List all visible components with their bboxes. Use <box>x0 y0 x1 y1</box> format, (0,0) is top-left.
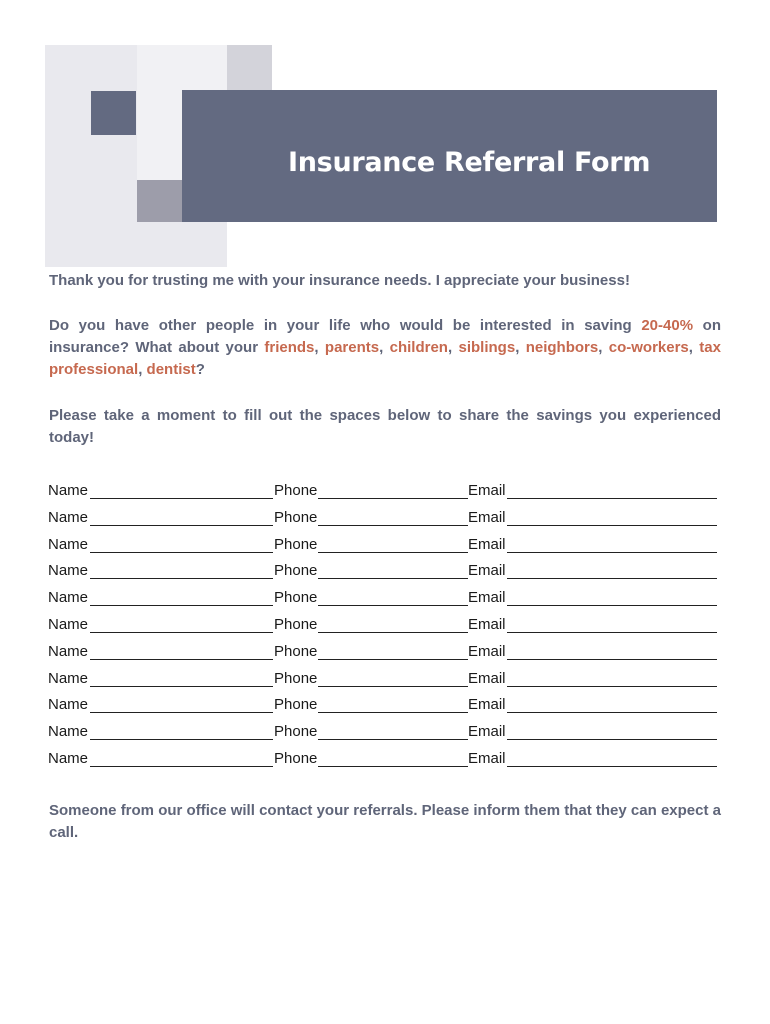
email-field[interactable] <box>507 525 717 526</box>
phone-field[interactable] <box>318 712 468 713</box>
decor-square <box>137 135 182 180</box>
decor-square <box>137 90 182 135</box>
phone-field[interactable] <box>318 578 468 579</box>
email-field[interactable] <box>507 578 717 579</box>
referral-rows <box>48 482 728 777</box>
name-field[interactable] <box>90 739 273 740</box>
referral-row <box>48 589 728 616</box>
phone-field[interactable] <box>318 632 468 633</box>
relation-children: children <box>389 339 448 356</box>
email-label: Email <box>468 723 506 741</box>
phone-field[interactable] <box>318 525 468 526</box>
email-label: Email <box>468 696 506 714</box>
phone-label: Phone <box>274 589 318 607</box>
savings-percent: 20-40% <box>641 317 694 334</box>
email-field[interactable] <box>507 498 717 499</box>
phone-label: Phone <box>274 508 318 526</box>
phone-label: Phone <box>274 562 318 580</box>
phone-field[interactable] <box>318 766 468 767</box>
decor-square <box>91 91 136 135</box>
name-label: Name <box>48 642 89 660</box>
email-field[interactable] <box>507 605 717 606</box>
name-field[interactable] <box>90 766 273 767</box>
name-field[interactable] <box>90 686 273 687</box>
question-mark: ? <box>195 361 205 378</box>
phone-label: Phone <box>274 535 318 553</box>
relation-coworkers: co-workers <box>608 339 689 356</box>
email-field[interactable] <box>507 686 717 687</box>
question-text: Do you have other people in your life who would be interested in saving <box>49 317 642 334</box>
question-text: on insurance? What about your <box>49 317 721 356</box>
name-label: Name <box>48 482 89 499</box>
phone-field[interactable] <box>318 552 468 553</box>
phone-label: Phone <box>274 615 318 633</box>
email-label: Email <box>468 508 506 526</box>
phone-label: Phone <box>274 723 318 741</box>
relation-parents: parents <box>324 339 380 356</box>
phone-label: Phone <box>274 749 318 767</box>
name-field[interactable] <box>90 552 273 553</box>
name-label: Name <box>48 749 89 767</box>
email-field[interactable] <box>507 659 717 660</box>
email-field[interactable] <box>507 632 717 633</box>
email-label: Email <box>468 642 506 660</box>
phone-label: Phone <box>274 642 318 660</box>
name-field[interactable] <box>90 659 273 660</box>
relation-friends: friends <box>264 339 315 356</box>
email-label: Email <box>468 669 506 687</box>
name-label: Name <box>48 669 89 687</box>
referral-row <box>48 723 728 750</box>
referral-row <box>48 643 728 670</box>
email-label: Email <box>468 535 506 553</box>
email-field[interactable] <box>507 712 717 713</box>
name-field[interactable] <box>90 525 273 526</box>
email-label: Email <box>468 615 506 633</box>
phone-field[interactable] <box>318 498 468 499</box>
referral-row <box>48 750 728 777</box>
relation-neighbors: neighbors <box>525 339 599 356</box>
email-label: Email <box>468 562 506 580</box>
referral-row <box>48 509 728 536</box>
referral-row <box>48 670 728 697</box>
referral-row <box>48 616 728 643</box>
name-field[interactable] <box>90 605 273 606</box>
thank-you-text: Thank you for trusting me with your insurance needs. I appreciate your business! <box>49 272 630 289</box>
name-label: Name <box>48 696 89 714</box>
decor-square <box>227 45 272 90</box>
name-label: Name <box>48 723 89 741</box>
phone-field[interactable] <box>318 605 468 606</box>
name-label: Name <box>48 562 89 580</box>
footer-text: Someone from our office will contact your referrals. Please inform them that they can expect a call. <box>49 802 721 841</box>
phone-label: Phone <box>274 482 318 499</box>
email-field[interactable] <box>507 552 717 553</box>
referral-row <box>48 696 728 723</box>
email-field[interactable] <box>507 766 717 767</box>
referral-question: Do you have other people in your life who would be interested in saving 20-40% on insurance? What about your friends, parents, children, siblings, neighbors, co-workers, tax professional, dentist? <box>49 317 721 378</box>
referral-row <box>48 536 728 563</box>
relation-siblings: siblings <box>458 339 516 356</box>
instructions-text: Please take a moment to fill out the spaces below to share the savings you experienced today! <box>49 407 721 446</box>
relation-dentist: dentist <box>146 361 196 378</box>
decor-square <box>137 45 227 90</box>
phone-label: Phone <box>274 696 318 714</box>
email-label: Email <box>468 749 506 767</box>
name-label: Name <box>48 589 89 607</box>
name-label: Name <box>48 615 89 633</box>
relation-tax-professional: tax professional <box>49 339 721 378</box>
phone-field[interactable] <box>318 686 468 687</box>
email-label: Email <box>468 589 506 607</box>
phone-field[interactable] <box>318 739 468 740</box>
name-label: Name <box>48 535 89 553</box>
email-label: Email <box>468 482 506 499</box>
decor-square <box>137 180 182 222</box>
page-title: Insurance Referral Form <box>288 147 651 178</box>
name-label: Name <box>48 508 89 526</box>
referral-row <box>48 482 728 509</box>
referral-row <box>48 562 728 589</box>
email-field[interactable] <box>507 739 717 740</box>
name-field[interactable] <box>90 578 273 579</box>
phone-field[interactable] <box>318 659 468 660</box>
phone-label: Phone <box>274 669 318 687</box>
name-field[interactable] <box>90 632 273 633</box>
name-field[interactable] <box>90 712 273 713</box>
name-field[interactable] <box>90 498 273 499</box>
